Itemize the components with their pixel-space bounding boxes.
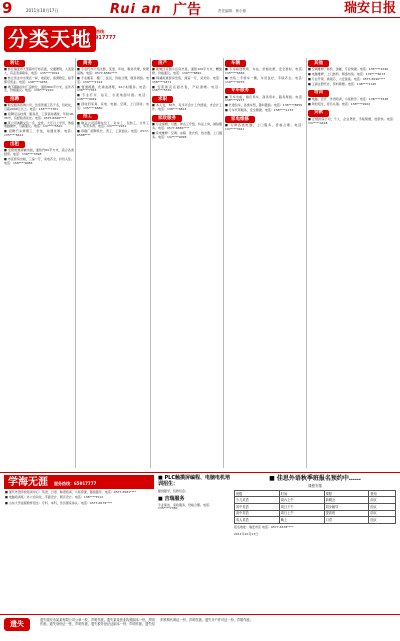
- schedule-caption: 课程安排: [308, 483, 322, 488]
- category-tag: 出租: [4, 141, 25, 148]
- masthead-logo-text: Rui an: [110, 2, 162, 17]
- issue-date: 2011年10月17日: [26, 8, 59, 13]
- classified-column: [4, 58, 74, 468]
- classified-item: ■ 专业开锁、换锁芯，公安备案。电话：0577-6590****: [308, 77, 386, 81]
- classified-item: ■ 某公司诚聘文员一名，女性，大专以上学历，熟练电脑操作，月薪面议。电话：137****5520: [4, 120, 74, 129]
- training-ad: [158, 475, 230, 609]
- table-cell: 成人英语: [235, 517, 280, 524]
- language-school-title: ■ 佳思外语秋季班报名预约中……: [269, 475, 361, 482]
- service-item: 专业保洁、家政服务，价格合理。电话：135****7780: [158, 502, 213, 511]
- category-tag: 转让: [4, 60, 25, 67]
- classified-item: ■ 鞋业公司招聘车位工、针车工、包装工，计件工资，多劳多得。电话：137****2231: [77, 120, 149, 129]
- classified-item: ■ 专车代驾服务，安全便捷。电话：158****1133: [225, 108, 294, 113]
- table-cell: 面议: [369, 497, 396, 504]
- column-divider: [223, 58, 224, 468]
- category-tag: 家电维修: [225, 116, 255, 123]
- category-tag: 贷款: [308, 110, 329, 117]
- table-cell: 初中英语: [235, 504, 280, 511]
- table-row: [235, 497, 396, 504]
- schedule-table: [234, 490, 396, 524]
- page-header: [0, 0, 400, 18]
- classified-item: ■ 长途包车，各类车型，随叫随到。电话：136****8855: [225, 103, 303, 108]
- category-tag: 招工: [77, 114, 98, 121]
- lost-notice-row: [0, 614, 400, 641]
- hotline-label: 服务热线：: [88, 29, 108, 34]
- lost-notice-tag: 遗失: [4, 618, 30, 631]
- category-tag: 商务: [77, 60, 98, 67]
- classified-item: ■ 塘下镇韩田村厂房转让，面积800平方米，证件齐全，价格面议。电话：139****2210: [4, 84, 74, 93]
- column-divider: [150, 58, 151, 468]
- lost-notice-text: 遗失瑞安市某某有限公司公章一枚，声明作废。遗失某某营业执照副本一份，声明作废。遗失身份证一张，声明作废。遗失税务登记证副本一份，声明作废。遗失组织机构代码证一份，声明作废。遗失开户许可证一份，声明作废。: [40, 618, 253, 626]
- classified-item: ■ 市区套房出租，三室一厅，家电齐全，拎包入住。电话：158****0086: [4, 156, 74, 165]
- classified-column: [77, 58, 149, 468]
- table-row: [235, 510, 396, 517]
- training-ad-items: [158, 490, 230, 494]
- enrollment-note: 报名地址：瑞安市区 电话：0577-6578****: [234, 524, 294, 529]
- classified-item: ■ 安阳街道商铺出租，面积约60平方米，适合各类经营。电话：136****3398: [4, 148, 74, 156]
- classified-item: ■ 专修各类电器，上门服务，价格合理。电话：137****3321: [225, 123, 305, 132]
- table-cell: 面议: [369, 517, 396, 524]
- column-divider: [75, 58, 76, 468]
- table-row: [235, 504, 396, 511]
- editor-credit: 责任编辑：林小蓉: [218, 9, 246, 13]
- category-tag: 车辆: [225, 60, 246, 67]
- table-cell: 周六上午: [279, 497, 324, 504]
- classified-item: ■ 回收旧家具、家电、电脑、空调，上门回收。电话：135****6680: [77, 101, 149, 110]
- education-hotline: 服务热线：65917777: [54, 481, 97, 486]
- table-cell: 口语: [324, 517, 369, 524]
- classified-item: ■ 专车接送机场、车站，价格优惠，安全准时。电话：135****5566: [225, 67, 305, 75]
- classified-column: [152, 58, 222, 468]
- classified-item: ■ 专业搬家、搬厂、货运，价格合理，服务周到。电话：139****1124: [77, 75, 149, 84]
- hotline-number: 65917777: [88, 35, 116, 41]
- category-tag: 招聘: [4, 96, 25, 103]
- classified-item: ■ 新城区花园小区房出售，面积120平方米，精装修，价格面议。电话：139****8820: [152, 67, 222, 75]
- table-cell: 少儿英语: [235, 497, 280, 504]
- classified-item: ■ 转让瑞安市大型超市专柜店面，交通便利，人流量大，有意者请联系，电话：135****0012: [4, 67, 74, 75]
- table-cell: 周日上午: [279, 510, 324, 517]
- table-cell: 面议: [369, 504, 396, 511]
- column-divider: [306, 58, 307, 468]
- classified-item: ■ 家电维修：空调、冰箱、洗衣机、热水器，上门服务。电话：137****0098: [152, 130, 222, 139]
- classified-item: ■ 空调维修、移机、加氟，专业快捷。电话：135****2290: [308, 67, 389, 72]
- table-row: [235, 517, 396, 524]
- service-ad-items: [158, 504, 230, 512]
- classified-item: ■ 专业代办公司注册、变更、年检，税务代理，快捷高效。电话：0577-6580****: [77, 67, 149, 75]
- education-ad: [4, 475, 154, 609]
- table-cell: 晚上: [279, 517, 324, 524]
- classified-item: ■ 招聘足浴技师、服务员，工资高待遇优，年龄18-35岁，有经验者优先。电话：0577-6566****: [4, 112, 74, 120]
- table-cell: 同步辅导: [324, 504, 369, 511]
- table-cell: 面议: [369, 510, 396, 517]
- classified-item: ■ 专车出租，婚庆用车、商务用车，服务周到。电话：138****2277: [225, 94, 305, 103]
- classified-banner: [4, 22, 126, 56]
- classified-item: ■ 锦湖街道套房急售，两室一厅，采光好。电话：158****4471: [152, 75, 222, 84]
- classified-item: ■ 出售二手轿车一辆，车况良好，手续齐全。电话：139****0076: [225, 75, 305, 84]
- table-cell: 时间: [279, 490, 324, 497]
- table-cell: 高中英语: [235, 510, 280, 517]
- classified-item: ■ 正规担保公司，个人、企业贷款，手续简便，放款快。电话：137****4418: [308, 117, 396, 125]
- category-tag: 房产: [152, 60, 173, 67]
- table-cell: 提高班: [324, 510, 369, 517]
- table-cell: 费用: [369, 490, 396, 497]
- classified-item: ■ 转让营业中水果店一间，地段好，客源稳定，接手即可营业。电话：138****4456: [4, 75, 74, 84]
- classified-item: ■ 安阳新区店面出售，产权清晰。电话：136****5530: [152, 84, 222, 93]
- classified-item: ■ 专业保姆、月嫂、钟点工介绍，持证上岗，诚信服务。电话：0577-6586****: [152, 122, 222, 130]
- education-item: ■ 山东大学远程教育招生：专科、本科，学历国家承认。电话：0577-6579****: [5, 500, 113, 505]
- education-ad-title: 学海无涯 服务热线：65917777: [4, 475, 154, 489]
- table-cell: 课程: [324, 490, 369, 497]
- page-number: 9: [2, 0, 13, 17]
- classified-item: ■ 管道疏通、化粪池清理，24小时服务。电话：136****7763: [77, 84, 149, 93]
- language-school-ad: [234, 475, 396, 609]
- classified-column: [308, 58, 396, 468]
- table-cell: 班级: [235, 490, 280, 497]
- service-ad-title: ■ 吉瑞服务: [158, 496, 185, 503]
- classified-item: ■ 工商注册代办，资料简便。电话：138****1145: [308, 81, 377, 86]
- category-tag: 求职: [152, 96, 173, 103]
- ad-date: 2011年10月17日: [234, 531, 259, 536]
- section-title: 广告: [173, 2, 201, 18]
- classified-item: ■ 驾校招生，报名从速。电话：158****9902: [308, 101, 371, 106]
- category-tag: 培训: [308, 90, 329, 97]
- category-tag: 家政服务: [152, 115, 182, 122]
- ad-row: [0, 472, 400, 612]
- classified-column: [225, 58, 305, 468]
- table-row: [235, 490, 396, 497]
- training-item: 随到随学，包教包会。: [158, 488, 189, 493]
- classified-item: ■ 电脑、会计、外语培训，小班教学。电话：136****3348: [308, 97, 389, 101]
- classified-item: ■ 专业打井、钻孔、水泥地面切割。电话：138****0049: [77, 93, 149, 101]
- classified-item: ■ 航空服务咨询公司，急需普通工若干名，包吃住，月薪2000元以上。电话：138****7781: [4, 103, 74, 112]
- category-tag: 其他: [308, 60, 329, 67]
- classified-item: ■ 招聘汽车修理工、学徒，待遇优厚。电话：135****6612: [4, 129, 74, 138]
- table-cell: 新概念: [324, 497, 369, 504]
- category-tag: 专车服务: [225, 88, 255, 95]
- table-cell: 周日下午: [279, 504, 324, 511]
- education-item: ■ 现代外语学校培训中心：英语、日语、韩语培训，小班授课，随到随学。电话：0577-6581****: [5, 490, 137, 494]
- education-item: ■ 电脑培训班：办公自动化、平面设计、网页设计。电话：138****5512: [5, 495, 104, 500]
- training-ad-title: ■ PLC触摸屏编程、电脑电机培训招生：: [158, 475, 230, 488]
- classified-item: ■ 本人女，30岁，有多年会计工作经验，求会计工作。电话：138****6614: [152, 103, 222, 112]
- classified-item: ■ 电脑维修、上门装机、网络布线。电话：139****6673: [308, 72, 386, 77]
- education-ad-body: [4, 489, 154, 509]
- classified-title: 分类天地: [4, 26, 96, 52]
- classified-item: ■ 印刷厂招聘机长、普工，工资面议。电话：0577-6588****: [77, 129, 149, 138]
- newspaper-brand: 瑞安日报: [343, 1, 396, 16]
